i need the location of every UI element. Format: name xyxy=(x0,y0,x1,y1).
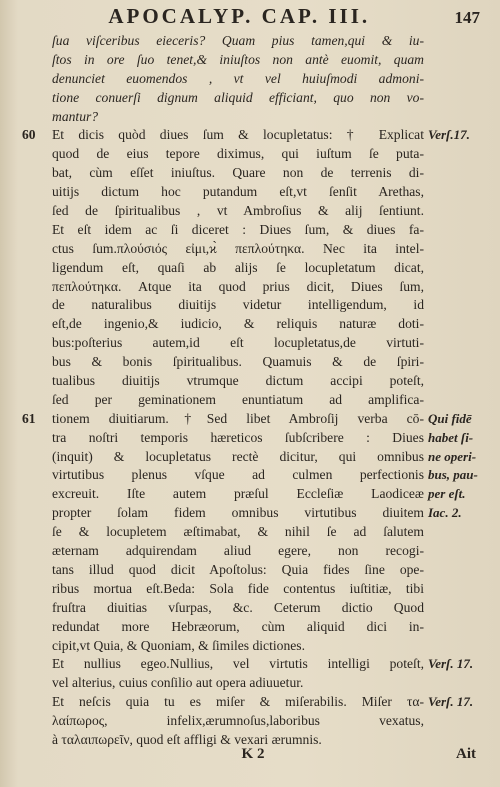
marginal-note: Iac. 2. xyxy=(428,505,462,521)
text-line xyxy=(20,164,486,183)
line-text: æternam adquirendam aliud egere, non recogi- xyxy=(52,543,424,559)
text-line xyxy=(20,523,486,542)
page-number: 147 xyxy=(454,8,480,27)
text-line xyxy=(20,183,486,202)
text-line xyxy=(20,32,486,51)
text-line xyxy=(20,334,486,353)
line-text: quod de eius tepore diximus, qui iuſtum ſe puta- xyxy=(52,146,424,162)
line-text: tra noſtri temporis hæreticos ſubſcribere : Diues xyxy=(52,429,424,445)
line-text: vel alterius, cuius conſilio aut opera adiuuetur. xyxy=(52,675,304,691)
catchword: Ait xyxy=(456,746,476,762)
line-text: Et nullius egeo.Nullius, vel virtutis intelligi poteſt, xyxy=(52,656,424,672)
text-line xyxy=(20,315,486,334)
line-text: ſed per geminationem enuntiatum ad amplifica- xyxy=(52,391,424,407)
text-line xyxy=(20,448,486,467)
line-text: Et eſt idem ac ſi diceret : Diues ſum, & diues fa- xyxy=(52,221,424,237)
text-line xyxy=(20,89,486,108)
marginal-note: ne operi- xyxy=(428,448,477,464)
text-line xyxy=(20,712,486,731)
line-text: virtutibus plenus vſque ad culmen perfectionis xyxy=(52,467,424,483)
text-line xyxy=(20,202,486,221)
text-line xyxy=(20,70,486,89)
signature-mark: K 2 xyxy=(241,746,265,762)
line-text: ſtos in ore ſuo tenet,& iniuſtos non antè euomit, quam xyxy=(52,51,424,67)
line-text: à ταλαιπωρεῖν, quod eſt affligi & vexari ærumnis. xyxy=(52,731,322,747)
line-text: ſed de ſpiritualibus , vt Ambroſius & alij ſentiunt. xyxy=(52,203,424,219)
marginal-note: Verſ.17. xyxy=(428,127,470,143)
text-line xyxy=(20,674,486,693)
line-text: uitijs dictum hoc putandum eſt,vt ſenſit Arethas, xyxy=(52,184,424,200)
text-line xyxy=(20,391,486,410)
line-text: tionem diuitiarum.†Sed libet Ambroſij verba cō- xyxy=(52,410,424,426)
text-line xyxy=(20,504,486,523)
line-text: λαίπωρος, infelix,ærumnoſus,laboribus vexatus, xyxy=(52,713,424,729)
line-text: ſua viſceribus eieceris? Quam pius tamen,qui & iu- xyxy=(52,33,424,48)
line-text: (inquit) & locupletatus rectè dicitur, qui omnibus xyxy=(52,448,424,464)
line-text: ligendum eſt, quaſi ab alijs ſe locupletatum dicat, xyxy=(52,259,424,275)
line-text: excreuit. Iſte autem præſul Eccleſiæ Laodiceæ xyxy=(52,486,424,502)
line-text: ribus mortua eſt.Beda: Sola fide contentus iuſtitiæ, tibi xyxy=(52,580,424,596)
text-line xyxy=(20,108,486,127)
line-text: eſt,de ingenio,& iudicio, & reliquis naturæ doti- xyxy=(52,316,424,332)
running-title: APOCALYP. CAP. III. xyxy=(108,4,371,28)
text-line xyxy=(20,145,486,164)
text-line xyxy=(20,561,486,580)
line-text: tans illud quod dicit Apoſtolus: Quia fides ſine ope- xyxy=(52,561,424,577)
text-line xyxy=(20,126,486,145)
text-line xyxy=(20,410,486,429)
text-line xyxy=(20,466,486,485)
marginal-note: Qui fidē xyxy=(428,410,472,426)
text-line xyxy=(20,221,486,240)
line-text: tualibus diuitijs vtrumque dictum accipi poteſt, xyxy=(52,373,424,389)
marginal-note: habet ſi- xyxy=(428,429,474,445)
line-text: propter ſolam fidem omnibus virtutibus diuitem xyxy=(52,505,424,521)
marginal-note: Verſ. 17. xyxy=(428,694,474,710)
line-text: ſe & locupletem æſtimabat, & nihil ſe ad ſalutem xyxy=(52,524,424,540)
page-footer xyxy=(50,746,476,763)
line-text: Et dicis quòd diues ſum & locupletatus: † Explicat xyxy=(52,127,424,143)
text-line xyxy=(20,485,486,504)
text-body xyxy=(20,32,486,750)
line-text: fruſtra diuitias vſurpas, &c. Ceterum dictio Quod xyxy=(52,599,424,615)
line-text: πεπλούτηκα. Atque ita quod prius dicit, Diues ſum, xyxy=(52,278,424,294)
line-text: de naturalibus diuitijs videtur intelligendum, id xyxy=(52,297,424,313)
text-line xyxy=(20,51,486,70)
line-text: cipit,vt Quia, & Quoniam, & ſimiles dictiones. xyxy=(52,637,305,653)
line-text: bat, cùm eſſet iniuſtus. Quare non de terrenis di- xyxy=(52,165,424,181)
margin-number: 61 xyxy=(22,410,36,426)
text-line xyxy=(20,637,486,656)
text-line xyxy=(20,542,486,561)
text-line xyxy=(20,240,486,259)
line-text: redundat more Hebræorum, cùm aliquid dici in- xyxy=(52,618,424,634)
text-line xyxy=(20,296,486,315)
line-text: tione conuerſi dignum aliquid efficiant, quo non vo- xyxy=(52,89,424,105)
line-text: bus & bonis ſpiritualibus. Quamuis & de ſpiri- xyxy=(52,354,424,370)
line-text: mantur? xyxy=(52,108,99,124)
line-text: denunciet euomendos , vt vel huiuſmodi admoni- xyxy=(52,70,424,86)
line-text: Et neſcis quia tu es miſer & miſerabilis. Miſer τα- xyxy=(52,694,424,710)
page-header xyxy=(30,4,480,30)
text-line xyxy=(20,278,486,297)
text-line xyxy=(20,580,486,599)
text-line xyxy=(20,693,486,712)
text-line xyxy=(20,259,486,278)
marginal-note: bus, pau- xyxy=(428,467,478,483)
text-line xyxy=(20,429,486,448)
text-line xyxy=(20,618,486,637)
text-line xyxy=(20,655,486,674)
line-text: ctus ſum.πλούσιός εἰμι,ϰ̀ πεπλούτηκα. Nec ita intel- xyxy=(52,240,424,256)
marginal-note: Verſ. 17. xyxy=(428,656,474,672)
text-line xyxy=(20,599,486,618)
line-text: bus:poſterius autem,id eſt locupletatus,de virtuti- xyxy=(52,335,424,351)
text-line xyxy=(20,353,486,372)
marginal-note: per eſt. xyxy=(428,486,466,502)
margin-number: 60 xyxy=(22,127,36,143)
text-line xyxy=(20,372,486,391)
